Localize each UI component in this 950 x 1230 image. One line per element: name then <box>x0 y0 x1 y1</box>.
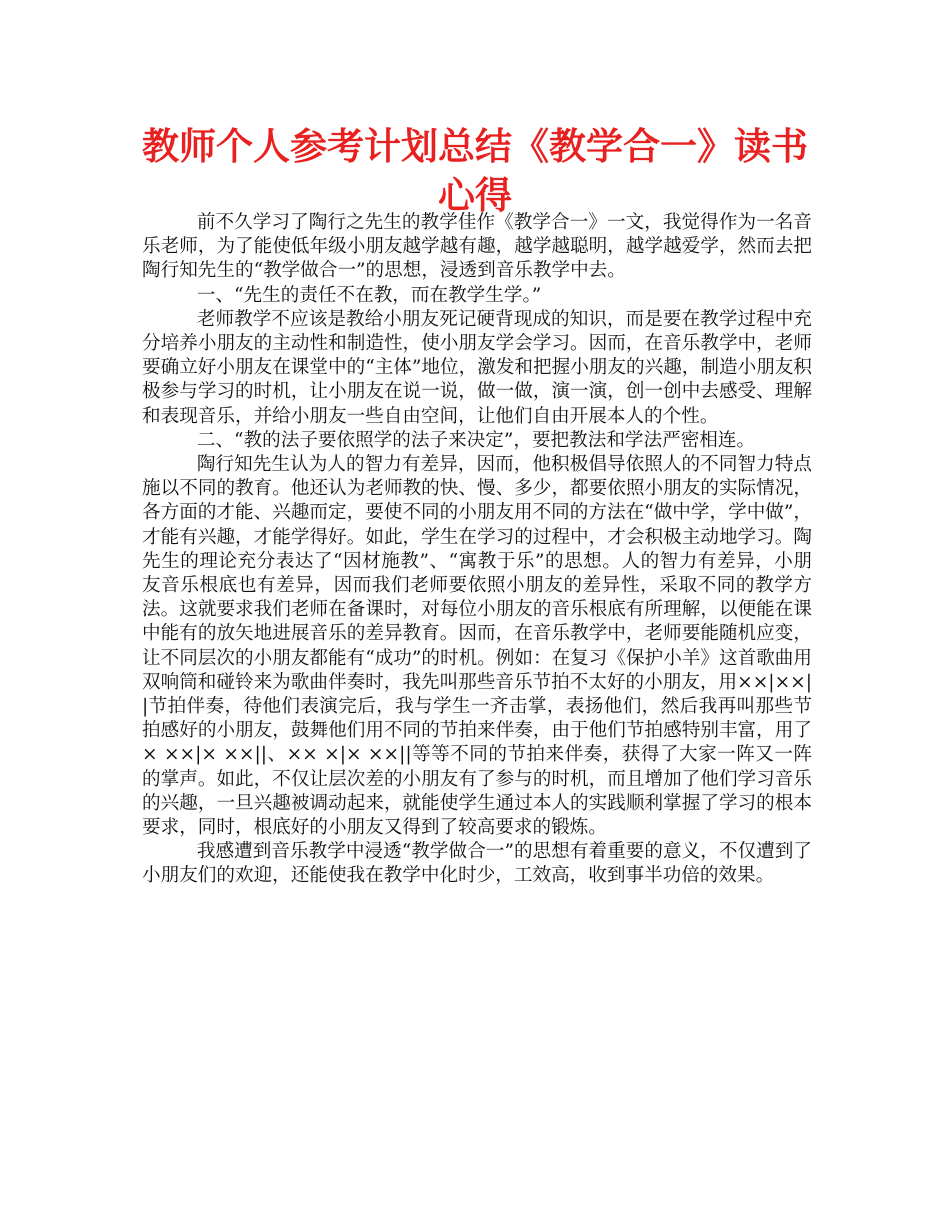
paragraph-section-2: 陶行知先生认为人的智力有差异，因而，他积极倡导依照人的不同智力特点施以不同的教育。他还认为老师教的快、慢、多少，都要依照小朋友的实际情况，各方面的才能、兴趣而定，要使不同的小朋友用不同的方法在“做中学，学中做”，才能有兴趣，才能学得好。如此，学生在学习的过程中，才会积极主动地学习。陶先生的理论充分表达了“因材施教”、“寓教于乐”的思想。人的智力有差异，小朋友音乐根底也有差异，因而我们老师要依照小朋友的差异性，采取不同的教学方法。这就要求我们老师在备课时，对每位小朋友的音乐根底有所理解，以便能在课中能有的放矢地进展音乐的差异教育。因而，在音乐教学中，老师要能随机应变，让不同层次的小朋友都能有“成功”的时机。例如：在复习《保护小羊》这首歌曲用双响筒和碰铃来为歌曲伴奏时，我先叫那些音乐节拍不太好的小朋友，用××|××||节拍伴奏，待他们表演完后，我与学生一齐击掌，表扬他们，然后我再叫那些节拍感好的小朋友，鼓舞他们用不同的节拍来伴奏，由于他们节拍感特别丰富，用了× ××|× ××||、×× ×|× ××||等等不同的节拍来伴奏，获得了大家一阵又一阵的掌声。如此，不仅让层次差的小朋友有了参与的时机，而且增加了他们学习音乐的兴趣，一旦兴趣被调动起来，就能使学生通过本人的实践顺利掌握了学习的根本要求，同时，根底好的小朋友又得到了较高要求的锻炼。 <box>142 454 812 839</box>
section-heading-2: 二、“教的法子要依照学的法子来决定”，要把教法和学法严密相连。 <box>196 429 756 451</box>
paragraph-conclusion: 我感遭到音乐教学中浸透“教学做合一”的思想有着重要的意义，不仅遭到了小朋友们的欢迎，还能使我在教学中化时少，工效高，收到事半功倍的效果。 <box>142 841 812 887</box>
document-body <box>142 211 812 889</box>
document-title: 教师个人参考计划总结《教学合一》读书心得 <box>142 125 808 217</box>
section-heading-1: 一、“先生的责任不在教，而在教学生学。” <box>196 284 542 306</box>
paragraph-section-1: 老师教学不应该是教给小朋友死记硬背现成的知识，而是要在教学过程中充分培养小朋友的主动性和制造性，使小朋友学会学习。因而，在音乐教学中，老师要确立好小朋友在课堂中的“主体”地位，激发和把握小朋友的兴趣，制造小朋友积极参与学习的时机，让小朋友在说一说，做一做，演一演，创一创中去感受、理解和表现音乐，并给小朋友一些自由空间，让他们自由开展本人的个性。 <box>142 308 812 427</box>
paragraph-intro: 前不久学习了陶行之先生的教学佳作《教学合一》一文，我觉得作为一名音乐老师，为了能使低年级小朋友越学越有趣，越学越聪明，越学越爱学，然而去把陶行知先生的“教学做合一”的思想，浸透到音乐教学中去。 <box>142 212 812 282</box>
